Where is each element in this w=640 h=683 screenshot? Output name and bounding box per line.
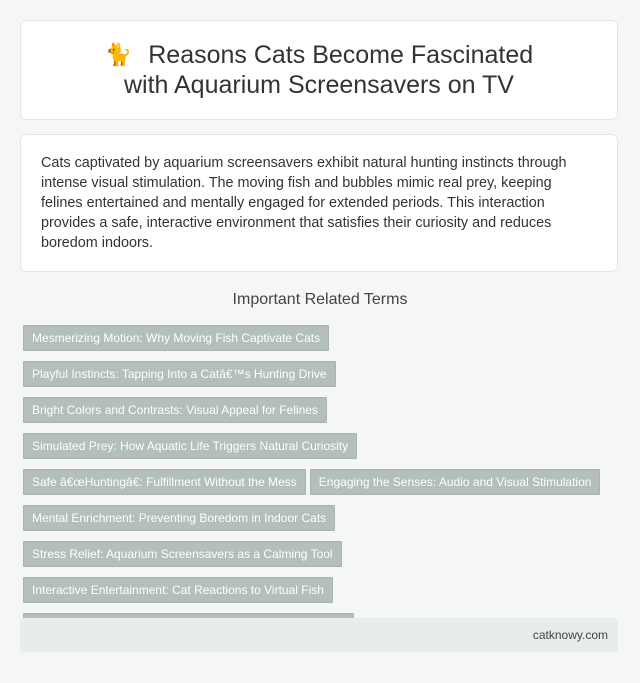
title-card <box>20 20 618 120</box>
intro-card <box>20 134 618 272</box>
related-term-tag[interactable]: Interactive Entertainment: Cat Reactions to Virtual Fish <box>23 577 333 603</box>
related-term-tag[interactable]: Simulated Prey: How Aquatic Life Triggers Natural Curiosity <box>23 433 357 459</box>
related-term-tag[interactable]: Bright Colors and Contrasts: Visual Appeal for Felines <box>23 397 327 423</box>
related-term-tag[interactable]: Stress Relief: Aquarium Screensavers as a Calming Tool <box>23 541 342 567</box>
footer <box>20 618 618 652</box>
cat-icon: 🐈 <box>104 42 133 67</box>
related-term-tag[interactable]: Playful Instincts: Tapping Into a Catâ€™s Hunting Drive <box>23 361 336 387</box>
related-term-tag[interactable]: Mesmerizing Motion: Why Moving Fish Captivate Cats <box>23 325 329 351</box>
related-term-tag[interactable]: Mental Enrichment: Preventing Boredom in Indoor Cats <box>23 505 335 531</box>
site-link[interactable]: catknowy.com <box>532 628 608 642</box>
related-terms-heading: Important Related Terms <box>232 291 408 308</box>
intro-paragraph: Cats captivated by aquarium screensavers exhibit natural hunting instincts through intense visual stimulation. The moving fish and bubbles mimic real prey, keeping felines entertained and mentally engaged for extended periods. This interaction provides a safe, interactive environment that satisfies their curiosity and reduces boredom indoors. <box>41 155 567 251</box>
related-term-tag[interactable]: Engaging the Senses: Audio and Visual Stimulation <box>310 469 601 495</box>
page-title-text: Reasons Cats Become Fascinated with Aquarium Screensavers on TV <box>123 41 534 99</box>
page-title <box>84 40 554 100</box>
related-term-tag[interactable]: Safe â€œHuntingâ€: Fulfillment Without the Mess <box>23 469 306 495</box>
related-terms-list <box>21 323 621 647</box>
